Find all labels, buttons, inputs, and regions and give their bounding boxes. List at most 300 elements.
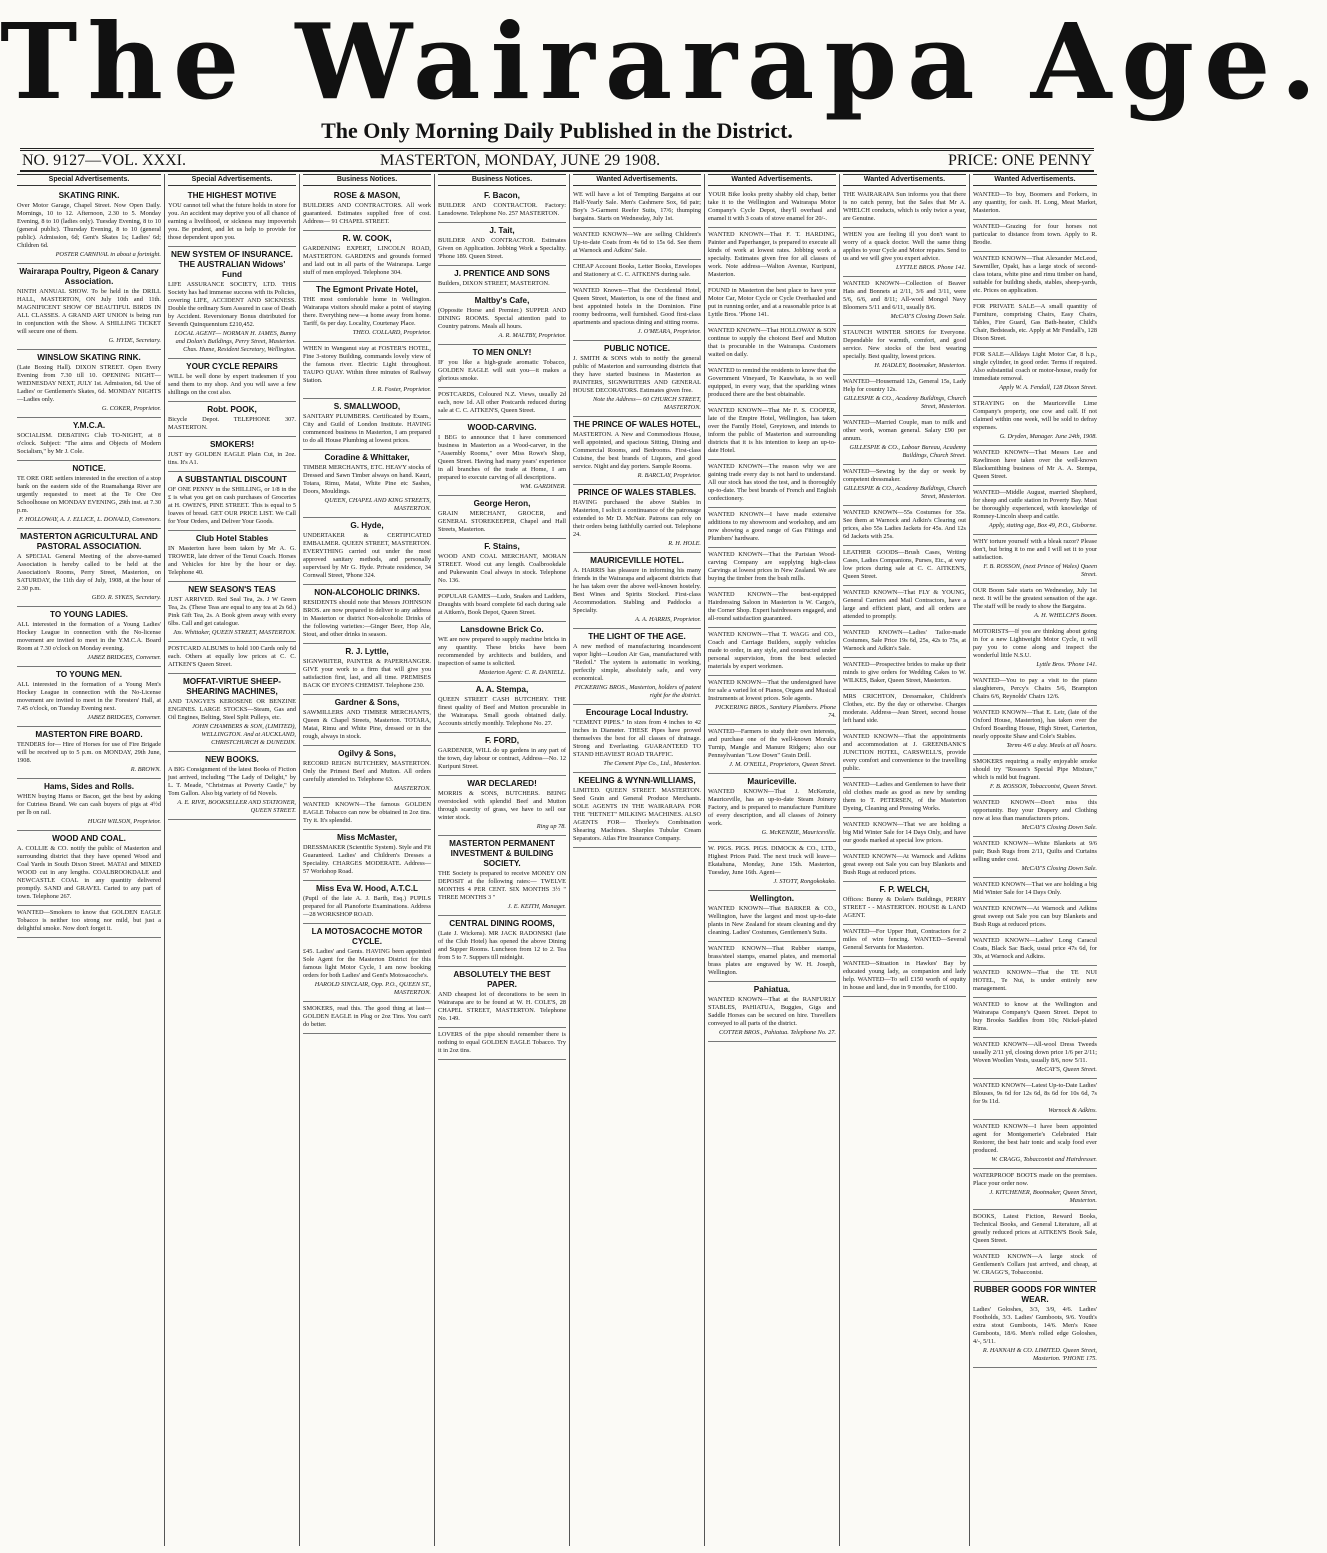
advertisement xyxy=(708,942,836,982)
ad-title: THE PRINCE OF WALES HOTEL, xyxy=(573,420,701,429)
advertisement xyxy=(17,461,161,529)
ad-body: A SPECIAL General Meeting of the above-named Association is hereby called to be held at the Association's Rooms, Perry Street, Masterton, on SATURDAY, the 11th day of July, 1908, at the hour of 2.30 p.m. xyxy=(17,553,161,592)
ad-signature: J. KITCHENER, Bootmaker, Queen Street, Masterton. xyxy=(989,1189,1097,1204)
ad-signature: HUGH WILSON, Proprietor. xyxy=(87,818,161,825)
advertisement xyxy=(438,967,566,1028)
advertisement xyxy=(303,798,431,830)
advertisement xyxy=(573,553,701,629)
advertisement xyxy=(708,228,836,284)
ad-body: WANTED—You to pay a visit to the piano slaughterers, Percy's Chairs 5/6, Brampton Chairs 6/6, Reynolds' Chairs 12/6. xyxy=(973,677,1097,700)
advertisement xyxy=(17,418,161,461)
ad-body: SANITARY PLUMBERS. Certificated by Exam., City and Guild of London Institute. HAVING commenced business in Masterton, I am prepared to do all House Plumbing at lowest prices. xyxy=(303,413,431,444)
ad-body: Builders, DIXON STREET, MASTERTON. xyxy=(438,280,550,287)
ad-body: WANTED KNOWN—That the Parisian Wood-carving Company are supplying high-class Carvings at lowest prices in New Zealand. We are buying the timber from the bush mills. xyxy=(708,551,836,582)
ad-title: A. A. Stempa, xyxy=(475,685,529,694)
advertisement xyxy=(843,690,966,730)
ad-body: WE will have a lot of Tempting Bargains at our Half-Yearly Sale. Men's Cashmere Sox, 6d pair; Boy's 3-Garment Reefer Suits, 17/6; thumping bargains. Starts on Wednesday, July 1st. xyxy=(573,191,701,222)
advertisement xyxy=(17,264,161,350)
ad-signature: R. H. HOLE. xyxy=(668,540,701,547)
ad-signature: F. B. ROSSON, (next Prince of Wales) Queen Street. xyxy=(983,563,1097,578)
advertisement xyxy=(17,727,161,779)
advertisement xyxy=(843,818,966,850)
ad-title: MASTERTON PERMANENT INVESTMENT & BUILDING SOCIETY. xyxy=(449,839,555,868)
advertisement xyxy=(573,773,701,848)
column-5 xyxy=(569,174,704,1546)
ad-body: FOR PRIVATE SALE—A small quantity of Furniture, comprising Chairs, Easy Chairs, Tables, Fire Guard, Gas Bath-heater, Child's Chair, Bedsteads, etc. Apply at Mr Fendall's, 128 Dixon Street. xyxy=(973,303,1097,342)
advertisement xyxy=(303,342,431,399)
advertisement xyxy=(973,755,1097,796)
advertisement xyxy=(168,402,296,437)
ad-body: WANTED KNOWN—That F. T. HARDING, Painter and Paperhanger, is prepared to execute all kinds of work at lowest rates. Jobbing work a specialty. Estimates given free for all classes of work. Note address—Walton Avenue, Kuripuni, Masterton. xyxy=(708,231,836,278)
ad-title: F. P. WELCH, xyxy=(879,885,930,894)
advertisement xyxy=(573,485,701,553)
ad-title: CENTRAL DINING ROOMS, xyxy=(449,919,555,928)
ad-title: SKATING RINK. xyxy=(58,191,120,200)
advertisement xyxy=(708,284,836,324)
ad-title: PRINCE OF WALES STABLES. xyxy=(577,488,697,497)
ad-body: WANTED KNOWN—Don't miss this opportunity. Buy your Drapery and Clothing now at less than manufacturers prices. xyxy=(973,799,1097,822)
column-1 xyxy=(14,174,164,1546)
advertisement xyxy=(303,231,431,282)
ad-signature: G. COKER, Proprietor. xyxy=(101,405,161,412)
ad-body: Offices: Bunny & Dolan's Buildings, PERRY STREET - - MASTERTON. HOUSE & LAND AGENT. xyxy=(843,896,966,919)
ad-title: A SUBSTANTIAL DISCOUNT xyxy=(177,475,287,484)
ad-body: SOCIALISM. DEBATING Club TO-NIGHT, at 8 o'clock. Subject: "The aims and Objects of Modern Socialism," by Mr J. Cole. xyxy=(17,432,161,455)
ad-signature: G. HYDE, Secretary. xyxy=(108,337,161,344)
ad-title: G. Hyde, xyxy=(350,521,384,530)
ad-title: Robt. POOK, xyxy=(207,405,257,414)
ad-signature: G. McKENZIE, Mauriceville. xyxy=(761,829,836,836)
advertisement xyxy=(843,277,966,326)
ad-body: TENDERS for— Hire of Horses for use of Fire Brigade will be received up to 5 p.m. on MONDAY, 29th June, 1908. xyxy=(17,741,161,764)
column-7 xyxy=(839,174,969,1546)
ad-signature: A. E. RIVE, BOOKSELLER AND STATIONER, QUEEN STREET. xyxy=(177,799,296,814)
advertisement xyxy=(973,188,1097,220)
advertisement xyxy=(168,359,296,402)
advertisement xyxy=(303,518,431,585)
ad-title: ROSE & MASON, xyxy=(333,191,401,200)
ad-body: QUEEN STREET CASH BUTCHERY. THE finest quality of Beef and Mutton procurable in the Wairarapa. Small goods obtained daily. Accounts strictly monthly. Telephone No. 27. xyxy=(438,696,566,727)
column-header: Special Advertisements. xyxy=(168,174,296,186)
ad-body: WANTED KNOWN—The famous GOLDEN EAGLE Tobacco can now be obtained in 2oz tins. Try it. It's splendid. xyxy=(303,801,431,824)
ad-signature: R. BARCLAY, Proprietor. xyxy=(637,472,701,479)
advertisement xyxy=(168,674,296,752)
advertisement xyxy=(438,682,566,733)
advertisement xyxy=(573,417,701,485)
ad-body: (Late J. Wickens). MR JACK RADONSKI (late of the Club Hotel) has opened the above Dining and Supper Rooms. Luncheon from 12 to 2. Tea from 5 to 7. Suppers till midnight. xyxy=(438,930,566,961)
advertisement xyxy=(843,228,966,277)
ad-body: STRAYING on the Mauriceville Lime Company's property, one cow and calf. If not claimed within one week, will be sold to defray expenses. xyxy=(973,400,1097,431)
advertisement xyxy=(573,188,701,228)
ad-body: DRESSMAKER (Scientific System). Style and Fit Guaranteed. Ladies' and Children's Dresses a Speciality. CHARGES MODERATE. Address—57 Workshop Road. xyxy=(303,844,431,875)
advertisement xyxy=(973,535,1097,584)
ad-title: WOOD-CARVING. xyxy=(467,423,537,432)
advertisement xyxy=(843,188,966,228)
ad-title: KEELING & WYNN-WILLIAMS, xyxy=(578,776,696,785)
advertisement xyxy=(973,1169,1097,1210)
ad-body: WANTED—Situation in Hawkes' Bay by educated young lady, as companion and lady help. WANTED—To sell £150 worth of equity in house and land, due in 9 months, for £100. xyxy=(843,960,966,991)
advertisement xyxy=(438,733,566,776)
ad-body: ALL interested in the formation of a Young Men's Hockey League in connection with the No-License movement are invited to meet in the Foresters' Hall, at 7.45 o'clock, on Tuesday Evening next. xyxy=(17,681,161,712)
ad-body: GARDENER, WILL do up gardens in any part of the town, day labour or contract, Address—No. 12 Kuripuni Street. xyxy=(438,747,566,770)
advertisement xyxy=(708,364,836,404)
ad-body: WANTED—Grazing for four horses not particular to distance from town. Apply to R. Brodie. xyxy=(973,223,1097,246)
advertisement xyxy=(573,228,701,260)
ad-body: WANTED—To buy, Boomers and Forkers, in any quantity, for cash. H. Long, Meat Market, Masterton. xyxy=(973,191,1097,214)
advertisement xyxy=(17,779,161,831)
ad-body: WANTED KNOWN—That at the RANFURLY STABLES, PAHIATUA, Buggies, Gigs and Saddle Horses can be secured on hire. Travellers conveyed to all parts of the district. xyxy=(708,996,836,1027)
advertisement xyxy=(438,188,566,223)
ad-body: WANTED KNOWN—Latest Up-to-Date Ladies' Blouses, 9s 6d for 12s 6d, 8s 6d for 10s 6d, 7s for 9s 11d. xyxy=(973,1082,1097,1105)
issue-date: MASTERTON, MONDAY, JUNE 29 1908. xyxy=(380,152,661,169)
ad-title: Lansdowne Brick Co. xyxy=(460,625,544,634)
ad-body: WANTED KNOWN—That T. WAGG and CO., Coach and Carriage Builders, supply vehicles made to order, in any style, and constructed under personal supervision, from the best selected materials by expert workmen. xyxy=(708,631,836,670)
ad-body: WANTED KNOWN—We are selling Children's Up-to-date Coats from 4s 6d to 15s 6d. See them at Warnock and Adkins' Sale. xyxy=(573,231,701,254)
advertisement xyxy=(973,706,1097,755)
ad-title: ABSOLUTELY THE BEST PAPER. xyxy=(453,970,551,989)
ad-title: J. PRENTICE AND SONS xyxy=(454,269,550,278)
ad-signature: A. H. WHELCH'S Boom. xyxy=(1034,612,1097,619)
ad-body: "CEMENT PIPES." In sizes from 4 inches to 42 inches in Diameter. THESE Pipes have proved themselves the best for all classes of drainage. Strong and Everlasting. GUARANTEED TO STAND HEAVIEST ROAD TRAFFIC. xyxy=(573,719,701,758)
ad-body: (Opposite Horse and Premier.) SUPPER AND DINING ROOMS. Special attention paid to Country patrons. Meals all hours. xyxy=(438,307,566,330)
advertisement xyxy=(708,188,836,228)
advertisement xyxy=(438,836,566,916)
column-header: Wanted Advertisements. xyxy=(708,174,836,186)
ad-body: YOUR Bike looks pretty shabby old chap, better take it to the Wellington and Wairarapa Motor Company's Cycle Depot, they'll overhaul and enamel it with 3 coats of stove enamel for 20/-. xyxy=(708,191,836,222)
ad-body: MASTERTON. A New and Commodious House, well appointed, and spacious Sitting, Dining and Commercial Rooms, and Bedrooms. First-class Cuisine, the best brands of Liquors, and good service. Night and day porters. Sample Rooms. xyxy=(573,431,701,470)
advertisement xyxy=(17,350,161,418)
ad-body: MRS CRICHTON, Dressmaker, Children's Clothes, etc. By the day or otherwise. Charges moderate. Address—Jean Street, second house left hand side. xyxy=(843,693,966,724)
ad-body: LIFE ASSURANCE SOCIETY, LTD. THIS Society has had immense success with its Policies, covering LIFE, ACCIDENT AND SICKNESS. Double the ordinary Sum Assured in case of Death by Accident. Reversionary Bonus distributed for Seventh Quinquennium £210,452. xyxy=(168,281,297,328)
advertisement xyxy=(708,676,836,725)
ad-body: WANTED—Middle August, married Shepherd, for sheep and cattle station in Poverty Bay. Must be thoroughly experienced, with knowledge of Romney-Lincoln sheep and cattle. xyxy=(973,489,1097,520)
ad-title: Encourage Local Industry. xyxy=(585,708,689,717)
ad-title: WAR DECLARED! xyxy=(467,779,537,788)
ad-body: POSTCARDS, Coloured N.Z. Views, usually 2d each, now 1d. All other Postcards reduced during sale at C. C. AITKEN'S, Queen Street. xyxy=(438,391,566,414)
ad-body: WANTED—Housemaid 12s, General 15s, Lady Help for country 12s. xyxy=(843,378,966,393)
advertisement xyxy=(17,607,161,667)
ad-title: Wairarapa Poultry, Pigeon & Canary Association. xyxy=(19,267,159,286)
advertisement xyxy=(303,746,431,798)
ad-title: YOUR CYCLE REPAIRS xyxy=(186,362,278,371)
ad-signature: J. M. O'NEILL, Proprietors, Queen Street. xyxy=(729,761,836,768)
ad-signature: GEO. R. SYKES, Secretary. xyxy=(91,594,161,601)
ad-title: Hams, Sides and Rolls. xyxy=(43,782,135,791)
ad-body: TIMBER MERCHANTS, ETC. HEAVY stocks of Dressed and Sawn Timber always on hand. Kauri, Totara, Rimu, Matai, White Pine etc Sashes, Doors, Mouldings. xyxy=(303,464,431,495)
advertisement xyxy=(168,437,296,472)
advertisement xyxy=(438,293,566,345)
ad-signature: Masterton Agent: C. R. DANIELL. xyxy=(478,669,566,676)
column-6 xyxy=(704,174,839,1546)
advertisement xyxy=(708,891,836,942)
ad-body: WANTED KNOWN—White Blankets at 9/6 pair; Bush Rugs from 2/11, Quilts and Curtains selling under cost. xyxy=(973,840,1097,863)
ad-signature: W. CRAGG, Tobacconist and Hairdresser. xyxy=(991,1156,1097,1163)
ad-body: WANTED KNOWN—I have made extensive additions to my showroom and workshop, and am now showing a good range of Gas Fittings and Plumbers' hardware. xyxy=(708,511,836,542)
ad-signature: Ring up 78. xyxy=(536,823,566,830)
advertisement xyxy=(708,324,836,364)
ad-body: WANTED—Smokers to know that GOLDEN EAGLE Tobacco is neither too strong nor mild, but just a delightful smoke. Now don't forget it. xyxy=(17,909,161,932)
ad-body: SMOKERS, read this. The good thing at last—GOLDEN EAGLE in Plug or 2oz Tins. You can't do better. xyxy=(303,1005,431,1028)
ad-body: STAUNCH WINTER SHOES for Everyone. Dependable for warmth, comfort, and good service. New stocks of the best wearing specially. Best quality, lowest prices. xyxy=(843,329,966,360)
advertisement xyxy=(17,188,161,264)
ad-body: WANTED KNOWN—The best-equipped Hairdressing Saloon in Masterton is W. Cargo's, the Corner Shop. Expert hairdressers engaged, and all-round satisfaction guaranteed. xyxy=(708,591,836,622)
ad-body: THE WAIRARAPA Sun informs you that there is no catch penny, but the Sales that Mr A. WHELCH conducts, which is only twice a year, are Genuine. xyxy=(843,191,966,222)
ad-signature: JOHN CHAMBERS & SON, (LIMITED), WELLINGTON. And at AUCKLAND, CHRISTCHURCH & DUNEDIN. xyxy=(192,723,296,746)
advertisement xyxy=(973,446,1097,486)
ad-signature: WM. GARDINER. xyxy=(520,483,566,490)
advertisement xyxy=(168,582,296,642)
ad-title: THE LIGHT OF THE AGE. xyxy=(588,632,686,641)
ad-body: WANTED KNOWN—That Messrs Lee and Rawlinson have taken over the well-known Blacksmithing business of Mr A. A. Stempa, Queen Street. xyxy=(973,449,1097,480)
ad-body: WE are now prepared to supply machine bricks in any quantity. These bricks have been recommended by architects and builders, and inspection of same is solicited. xyxy=(438,636,566,667)
advertisement xyxy=(168,752,296,820)
ad-signature: F. B. ROSSON, Tobacconist, Queen Street. xyxy=(989,783,1097,790)
advertisement xyxy=(973,1210,1097,1250)
ad-signature: J. STOTT, Rongokokako. xyxy=(773,878,836,885)
issue-price: PRICE: ONE PENNY xyxy=(947,152,1092,169)
ad-signature: GILLESPIE & CO., Academy Buildings, Church Street, Masterton. xyxy=(843,395,966,410)
ad-body: AND TANGYE'S KEROSENE OR BENZINE ENGINES. LARGE STOCKS—Steam, Gas and Oil Engines, Belting, Steel Split Pulleys, etc. xyxy=(168,698,296,721)
ad-title: NEW SEASON'S TEAS xyxy=(188,585,276,594)
ad-signature: Terms 4/6 a day. Meals at all hours. xyxy=(1006,742,1097,749)
ad-signature: J. E. KEITH, Manager. xyxy=(507,903,566,910)
ad-body: WANTED KNOWN—That Mr F. S. COOPER, late of the Empire Hotel, Wellington, has taken over the Family Hotel, Greytown, and intends to inform the public of Masterton and surrounding districts that it is his intention to keep an up-to-date Hotel. xyxy=(708,407,836,454)
ad-signature: GILLESPIE & CO., Academy Buildings, Church Street, Masterton. xyxy=(843,485,966,500)
ad-body: WANTED KNOWN—Ladies' Long Caracul Coats, Black Sac Back, usual price 47s 6d, for 30s, at Warnock and Adkins. xyxy=(973,937,1097,960)
ad-body: OF ONE PENNY in the SHILLING, or 1/8 in the £ is what you get on cash purchases of Groceries at H. OWEN'S, PINE STREET. This is equal to 5 loaves of bread. GET OUR PRICE LIST. We Call for Your Orders, and Deliver Your Goods. xyxy=(168,486,296,525)
ad-title: George Heron, xyxy=(473,499,531,508)
column-4 xyxy=(434,174,569,1546)
column-3 xyxy=(299,174,434,1546)
ad-signature: COTTER BROS., Pahiatua. Telephone No. 27. xyxy=(719,1029,836,1036)
ad-body: WANTED KNOWN—All-wool Dress Tweeds usually 2/11 yd, closing down price 1/6 per 2/11; Woven Woollen Vests, usually 8/6, now 5/11. xyxy=(973,1041,1097,1064)
advertisement xyxy=(303,282,431,342)
advertisement xyxy=(573,629,701,705)
ad-signature: F. HOLLOWAY, A. J. ELLICE, L. DONALD, Convenors. xyxy=(18,516,161,523)
ad-title: Y.M.C.A. xyxy=(72,421,106,430)
ad-signature: Jas. Whittaker, QUEEN STREET, MASTERTON. xyxy=(173,629,296,636)
advertisement xyxy=(303,924,431,1002)
ad-body: GRAIN MERCHANT, GROCER, and GENERAL STOREKEEPER, Chapel and Hall Streets, Masterton. xyxy=(438,510,566,533)
advertisement xyxy=(438,388,566,420)
advertisement xyxy=(973,966,1097,998)
ad-signature: J. R. Foster, Proprietor. xyxy=(371,386,431,393)
ad-signature: JABEZ BRIDGES, Convener. xyxy=(87,654,161,661)
masthead xyxy=(0,0,1327,150)
advertisement xyxy=(973,625,1097,674)
advertisement xyxy=(973,934,1097,966)
ad-title: Mauriceville. xyxy=(747,777,797,786)
ad-body: FOR SALE—Alldays Light Motor Car, 8 h.p., single cylinder, in good order. Terms if required. Also substantial coach or motor-house, ready for immediate removal. xyxy=(973,351,1097,382)
ad-signature: H. HADLEY, Bootmaker, Masterton. xyxy=(874,362,966,369)
ad-signature: PICKERING BROS., Masterton, holders of patent right for the district. xyxy=(574,684,701,699)
advertisement xyxy=(438,916,566,967)
ad-body: WANTED—Prospective brides to make up their minds to give orders for Wedding Cakes to W. WILKES, Baker, Queen Street, Masterton. xyxy=(843,661,966,684)
ad-body: THE most comfortable home in Wellington. Wairarapa visitors should make a point of staying there. Everything new—a home away from home. Tariff, 6s per day. Locality, Courtenay Place. xyxy=(303,296,431,327)
ad-body: WANTED—Ladies and Gentlemen to have their old clothes made as good as new by sending them to T. PETERSEN, of the Masterton Dyeing, Cleaning and Pressing Works. xyxy=(843,781,966,812)
advertisement xyxy=(17,906,161,938)
ad-body: WANTED KNOWN—That E. Leir, (late of the Oxford House, Masterton), has taken over the Oxford Boarding House, High Street, Carterton, nearly opposite Shaw and Cole's Stables. xyxy=(973,709,1097,740)
ad-body: WATERPROOF BOOTS made on the premises. Place your order now. xyxy=(973,1172,1097,1187)
ad-body: WANTED KNOWN—That Alexander McLeod, Sawmiller, Opaki, has a large stock of second-class totara, white pine and rimu timber on hand, suitable for building sheds, stables, sheep-yards, etc. Prices on application. xyxy=(973,255,1097,294)
advertisement xyxy=(843,850,966,882)
advertisement xyxy=(303,585,431,644)
ad-body: WANTED KNOWN—That Rubber stamps, brass/steel stamps, enamel plates, and memorial brass plates are engraved by W. H. Joseph, Wellington. xyxy=(708,945,836,976)
advertisement xyxy=(973,252,1097,300)
advertisement xyxy=(843,626,966,658)
ad-body: THE Society is prepared to receive MONEY ON DEPOSIT at the following rates:— TWELVE MONTHS 4 PER CENT. SIX MONTHS 3½ " THREE MONTHS 3 " xyxy=(438,870,566,901)
ad-title: NON-ALCOHOLIC DRINKS. xyxy=(314,588,420,597)
ad-signature: Warnock & Adkins. xyxy=(1048,1107,1097,1114)
ad-title: RUBBER GOODS FOR WINTER WEAR. xyxy=(974,1285,1096,1304)
ad-body: A new method of manufacturing incandescent vapor light—Loudon Air Gas, manufactured with "Redoil." The system is automatic in working, perfectly simple, absolutely safe, and very economical. xyxy=(573,643,701,682)
ad-body: FOUND in Masterton the best place to have your Motor Car, Motor Cycle or Cycle Overhauled and put in running order, and at a reasonable price is at Lyttle Bros. 'Phone 141. xyxy=(708,287,836,318)
ad-body: WANTED KNOWN—At Warnock and Adkins great sweep out Sale you can buy Blankets and Bush Rugs at reduced prices. xyxy=(973,905,1097,928)
ad-title: Ogilvy & Sons, xyxy=(338,749,396,758)
ad-body: Bicycle Depot. TELEPHONE 307. MASTERTON. xyxy=(168,416,296,431)
advertisement xyxy=(708,628,836,676)
ad-title: R. J. Lyttle, xyxy=(345,647,389,656)
advertisement xyxy=(973,674,1097,706)
ad-body: WANTED KNOWN—That the appointments and accommodation at J. GREENBANK'S JUNCTION HOTEL, CARSWELL'S, provide every comfort and convenience to the travelling public. xyxy=(843,733,966,772)
advertisement xyxy=(573,705,701,773)
ad-body: WANTED KNOWN—I have been appointed agent for Montgomerie's Celebrated Hair Restorer, the best hair tonic and scalp food ever produced. xyxy=(973,1123,1097,1154)
ad-signature: Apply, stating age, Box 49, P.O., Gisborne. xyxy=(988,522,1097,529)
ad-title: Miss McMaster, xyxy=(336,833,398,842)
advertisement xyxy=(17,529,161,607)
ad-body: UNDERTAKER & CERTIFICATED EMBALMER. QUEEN STREET, MASTERTON. EVERYTHING carried out under the most approved sanitary methods, and personally supervised by Mr G. Hyde. Private residence, 34 Cornwall Street, 'Phone 324. xyxy=(303,532,431,579)
advertisement xyxy=(843,586,966,626)
advertisement xyxy=(708,842,836,891)
ad-body: GARDENING EXPERT, LINCOLN ROAD, MASTERTON. GARDENS and grounds formed and laid out in all parts of the Wairarapa. Large stuff of men employed. Telephone 304. xyxy=(303,245,431,276)
ad-body: IF you like a high-grade aromatic Tobacco, GOLDEN EAGLE will suit you—it makes a glorious smoke. xyxy=(438,359,566,382)
column-header: Wanted Advertisements. xyxy=(973,174,1097,186)
ad-body: IN Masterton have been taken by Mr A. G. TROWER, late driver of the Tenui Coach. Horses and Vehicles for hire by the hour or day. Telephone 40. xyxy=(168,545,296,576)
advertisement xyxy=(573,341,701,417)
advertisement xyxy=(843,778,966,818)
advertisement xyxy=(973,878,1097,902)
issue-number: NO. 9127—VOL. XXXI. xyxy=(22,152,186,169)
advertisement xyxy=(973,220,1097,252)
advertisement xyxy=(973,584,1097,625)
dateline xyxy=(20,148,1094,172)
column-header: Wanted Advertisements. xyxy=(843,174,966,186)
ad-body: WANTED KNOWN—That the TE NUI HOTEL, Te Nui, is under entirely new management. xyxy=(973,969,1097,992)
ad-body: A BIG Consignment of the latest Books of Fiction just arrived, including "The Lady of Delight," by L. T. Meade, "Christmas at Poverty Castle," by Tom Gallon. Also big variety of 6d Novels. xyxy=(168,766,296,797)
advertisement xyxy=(973,397,1097,446)
ad-body: MOTORISTS—If you are thinking about going in for a new Lightweight Motor Cycle, it will pay you to come along and inspect the wonderful little N.S.U. xyxy=(973,628,1097,659)
ad-body: NINTH ANNUAL SHOW. To be held in the DRILL HALL, MASTERTON, ON July 10th and 11th. MAGNIFICENT SHOW OF BEAUTIFUL BIRDS IN ALL CLASSES. A GRAND ART UNION is being run in conjunction with the Show. A SHILLING TICKET will secure one of them. xyxy=(17,288,161,335)
ad-body: WANTED KNOWN—That FLY & YOUNG, General Carriers and Mail Contractors, have a large and efficient plant, and all orders are attended to promptly. xyxy=(843,589,966,620)
ad-signature: Note the Address— 60 CHURCH STREET, MASTERTON. xyxy=(593,396,701,411)
ad-title: Maltby's Cafe, xyxy=(474,296,530,305)
advertisement xyxy=(843,957,966,997)
advertisement xyxy=(438,345,566,388)
advertisement xyxy=(973,796,1097,837)
ad-signature: HAROLD SINCLAIR, Opp. P.O., QUEEN ST., MASTERTON. xyxy=(314,981,431,996)
advertisement xyxy=(843,326,966,375)
ad-body: WANTED KNOWN—Collection of Beaver Hats and Bonnets at 2/11, 3/6 and 3/11, were 5/6, 6/6, and 8/11; All-wool Mongol Navy Bloomers 5/11 and 6/11, usually 8/6. xyxy=(843,280,966,311)
ad-body: LEATHER GOODS—Brush Cases, Writing Cases, Ladies Companions, Purses, Etc., at very low prices during sale at C. C. AITKEN'S, Queen Street. xyxy=(843,549,966,580)
ad-body: WANTED—Farmers to study their own interests, and purchase one of the well-known Moruk's Turnip, Mangle and Manure Ridgers; also our Pennsylvanian "Low Down" Grain Drill. xyxy=(708,728,836,759)
ad-body: BUILDER AND CONTRACTOR. Factory: Lansdowne. Telephone No. 257 MASTERTON. xyxy=(438,202,566,217)
ad-title: SMOKERS! xyxy=(209,440,255,449)
advertisement xyxy=(303,830,431,881)
advertisement xyxy=(573,260,701,284)
advertisement xyxy=(708,404,836,460)
ad-title: NEW BOOKS. xyxy=(205,755,259,764)
ad-signature: LYTTLE BROS. Phone 141. xyxy=(895,264,966,271)
ad-title: MAURICEVILLE HOTEL. xyxy=(590,556,684,565)
advertisement xyxy=(438,266,566,293)
ad-body: LOVERS of the pipe should remember there is nothing to equal GOLDEN EAGLE Tobacco. Try it in 2oz tins. xyxy=(438,1031,566,1054)
ad-title: Club Hotel Stables xyxy=(195,534,269,543)
ad-body: RECORD REIGN BUTCHERY, MASTERTON. Only the Primest Beef and Mutton. All orders carefully attended to. Telephone 63. xyxy=(303,760,431,783)
ad-title: Wellington. xyxy=(750,894,794,903)
advertisement xyxy=(973,1120,1097,1169)
advertisement xyxy=(438,420,566,496)
ad-body: JUST ARRIVED. Red Seal Tea, 2s. J W Green Tea, 2s. (These Teas are equal to any tea at 2s 6d.) Pink Gift Tea, 2s. A Book given away with every 6lbs. Call and get catalogue. xyxy=(168,596,296,627)
advertisement xyxy=(843,465,966,506)
advertisement xyxy=(973,486,1097,535)
ad-body: POSTCARD ALBUMS to hold 100 Cards only 6d each. Others at equally low prices at C. C. AITKEN'S Queen Street. xyxy=(168,645,296,668)
ad-title: THE HIGHEST MOTIVE xyxy=(187,191,277,200)
newspaper-title: The Wairarapa Age. xyxy=(0,0,1327,123)
ad-body: OUR Boom Sale starts on Wednesday, July 1st next. It will be the greatest sensation of the age. The staff will be ready to show the Bargains. xyxy=(973,587,1097,610)
advertisement xyxy=(843,416,966,465)
ad-body: I BEG to announce that I have commenced business in Masterton as a Wood-carver, in the "Assembly Rooms," over Miss Rowe's Shop, Queen Street. Having had many years' experience in all branches of the trade at Home, I am prepared to execute carving of all descriptions. xyxy=(438,434,566,481)
ad-body: SIGNWRITER, PAINTER & PAPERHANGER. GIVE your work to a firm that will give you satisfaction first, last, and all time. PREMISES BACK OF EYON'S CHEMIST. Telephone 230. xyxy=(303,658,431,689)
ad-body: WANTED KNOWN—That J. McKenzie, Mauriceville, has an up-to-date Steam Joinery Factory, and is prepared to manufacture Furniture of every description, and all classes of Joinery work. xyxy=(708,788,836,827)
ad-title: MASTERTON FIRE BOARD. xyxy=(35,730,143,739)
advertisement xyxy=(708,460,836,508)
advertisement xyxy=(303,1002,431,1034)
ad-body: Over Motor Garage, Chapel Street. Now Open Daily. Mornings, 10 to 12. Afternoon, 2.30 to 5. Monday Evening, 8 to 10 (ladies only). Tuesday Evening, 8 to 10 (general public). Thursday Evening, 8 to 10 (general public). Admission, 6d; Gent's Skates 1s; Ladies' 6d; Children 6d. xyxy=(17,202,161,249)
ad-body: ALL interested in the formation of a Young Ladies' Hockey League in connection with the No-license movement are invited to meet in the Y.M.C.A. Board Room at 7.30 o'clock on Monday evening. xyxy=(17,621,161,652)
advertisement xyxy=(973,837,1097,878)
ad-title: The Egmont Private Hotel, xyxy=(316,285,418,294)
advertisement xyxy=(303,695,431,746)
ad-title: Gardner & Sons, xyxy=(334,698,400,707)
ad-signature: PICKERING BROS., Sanitary Plumbers. Phone 74. xyxy=(715,704,836,719)
advertisement xyxy=(438,539,566,590)
ad-signature: JABEZ BRIDGES, Convener. xyxy=(87,714,161,721)
ad-signature: McCAY'S, Queen Street. xyxy=(1036,1066,1097,1073)
ad-signature: MASTERTON. xyxy=(393,785,431,792)
ad-title: F. Stains, xyxy=(484,542,520,551)
ad-body: Ladies' Goloshes, 3/3, 3/9, 4/6. Ladies' Footholds, 3/3. Ladies' Gumboots, 9/6. Youth's extra stout Gumboots, 14/6. Men's Knee Gumboots, 18/6. Men's rolled edge Goloshes, 4/-, 5/11. xyxy=(973,1306,1097,1345)
ad-signature: G. Dryden, Manager. June 24th, 1908. xyxy=(999,433,1097,440)
advertisement xyxy=(438,1028,566,1060)
ad-body: SMOKERS requiring a really enjoyable smoke should try "Rosson's Special Pipe Mixture," which is mild but fragrant. xyxy=(973,758,1097,781)
ad-title: F. Bacon, xyxy=(484,191,520,200)
advertisement xyxy=(168,531,296,582)
ad-body: WANTED KNOWN—That BARKER & CO., Wellington, have the largest and most up-to-date plants in New Zealand for steam cleaning and dry cleaning. Ladies' Costumes, Gentlemen's Suits. xyxy=(708,905,836,936)
ad-signature: A. A. HARRIS, Proprietor. xyxy=(635,616,701,623)
ad-body: WOOD AND COAL MERCHANT, MORAN STREET. Wood cut any length. Coalbrookdale and Pukewanin Coal always in stock. Telephone No. 136. xyxy=(438,553,566,584)
column-header: Business Notices. xyxy=(438,174,566,186)
ad-title: MOFFAT-VIRTUE SHEEP-SHEARING MACHINES, xyxy=(182,677,282,696)
advertisement xyxy=(573,284,701,341)
ad-signature: THEO. COLLARD, Proprietor. xyxy=(352,329,431,336)
ad-title: S. SMALLWOOD, xyxy=(333,402,401,411)
advertisement xyxy=(973,348,1097,397)
ad-body: HAVING purchased the above Stables in Masterton, I solicit a continuance of the patronage extended to Mr D. McNair. Patrons can rely on their orders being faithfully carried out. Telephone 24. xyxy=(573,499,701,538)
advertisement xyxy=(708,508,836,548)
column-header: Special Advertisements. xyxy=(17,174,161,186)
advertisement xyxy=(973,902,1097,934)
ad-body: (Late Boxing Hall). DIXON STREET. Open Every Evening from 7.30 till 10. OPENING NIGHT— WEDNESDAY NEXT, JULY 1st. Admission, 6d. Use of Ladies' or Gentlemen's Skates, 6d. MONDAY NIGHTS—Ladies only. xyxy=(17,364,161,403)
